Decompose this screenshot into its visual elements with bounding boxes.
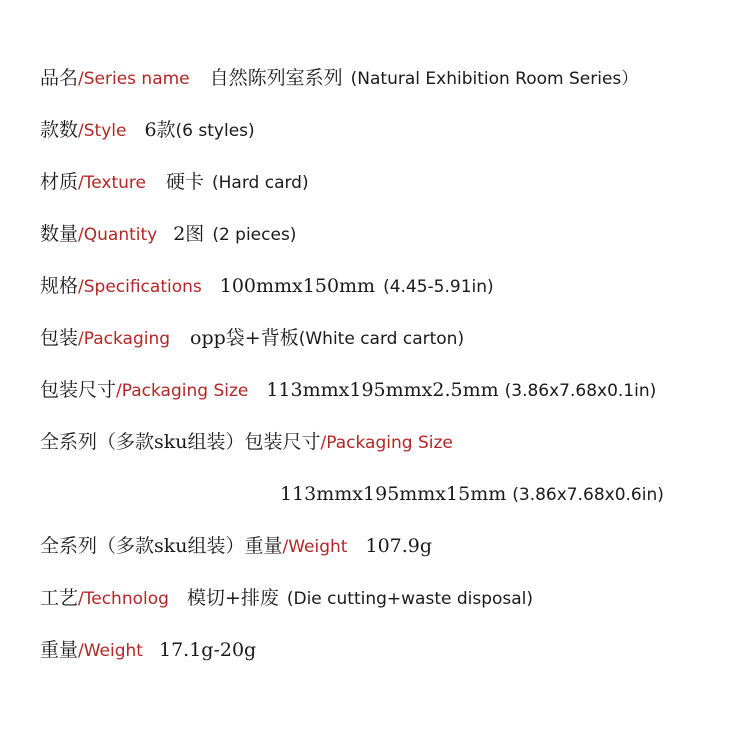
spec-row-packaging-size <box>40 377 656 404</box>
value-en: (4.45-5.91in) <box>383 277 494 297</box>
label-en: /Series name <box>78 69 190 89</box>
value-en: (Die cutting+waste disposal) <box>286 589 534 609</box>
label-zh: 重量 <box>40 639 79 661</box>
label-zh: 包装尺寸 <box>40 379 117 401</box>
value-en: (2 pieces) <box>212 225 297 245</box>
value-zh: 113mmx195mmx2.5mm <box>266 379 499 401</box>
label-en: /Texture <box>78 173 146 193</box>
label-zh: 工艺 <box>40 587 79 609</box>
value-zh: 2图 <box>173 223 205 245</box>
value-en: (White card carton) <box>298 329 465 349</box>
value-en: (6 styles) <box>175 121 255 141</box>
label-en: /Technolog <box>78 589 169 609</box>
value-zh: 自然陈列室系列 <box>209 67 343 89</box>
label-en: /Weight <box>78 641 143 661</box>
label-en: /Weight <box>282 537 348 557</box>
label-en: /Packaging Size <box>320 433 453 453</box>
value-en: (3.86x7.68x0.1in) <box>504 381 657 401</box>
value-zh: 107.9g <box>365 535 433 557</box>
value-zh: 100mmx150mm <box>219 275 376 297</box>
value-zh: opp袋+背板 <box>190 327 299 349</box>
spec-row-weight <box>40 637 256 664</box>
spec-row-full-series-weight <box>40 533 432 560</box>
spec-row-texture <box>40 169 309 196</box>
value-en: (Natural Exhibition Room Series） <box>350 69 639 89</box>
value-en: (3.86x7.68x0.6in) <box>512 485 664 505</box>
value-en: (Hard card) <box>212 173 309 193</box>
value-zh: 113mmx195mmx15mm <box>280 483 507 505</box>
label-en: /Packaging Size <box>116 381 249 401</box>
label-zh: 材质 <box>40 171 79 193</box>
label-zh: 包装 <box>40 327 79 349</box>
label-en: /Packaging <box>78 329 171 349</box>
label-zh: 全系列（多款sku组装）重量 <box>40 535 283 557</box>
label-en: /Style <box>78 121 127 141</box>
spec-row-specifications <box>40 273 494 300</box>
spec-row-style <box>40 117 255 144</box>
spec-row-series-name <box>40 65 638 92</box>
value-zh: 6款 <box>144 119 176 141</box>
spec-row-full-series-packaging-size-value <box>280 481 664 508</box>
value-zh: 硬卡 <box>165 171 204 193</box>
label-en: /Specifications <box>78 277 202 297</box>
label-zh: 全系列（多款sku组装）包装尺寸 <box>40 431 321 453</box>
spec-row-quantity <box>40 221 296 248</box>
label-en: /Quantity <box>78 225 158 245</box>
spec-row-full-series-packaging-size <box>40 429 453 456</box>
spec-row-packaging <box>40 325 464 352</box>
label-zh: 数量 <box>40 223 79 245</box>
value-zh: 17.1g-20g <box>158 639 257 661</box>
spec-row-technology <box>40 585 533 612</box>
label-zh: 规格 <box>40 275 79 297</box>
label-zh: 款数 <box>40 119 79 141</box>
value-zh: 模切+排废 <box>186 587 279 609</box>
label-zh: 品名 <box>40 67 79 89</box>
